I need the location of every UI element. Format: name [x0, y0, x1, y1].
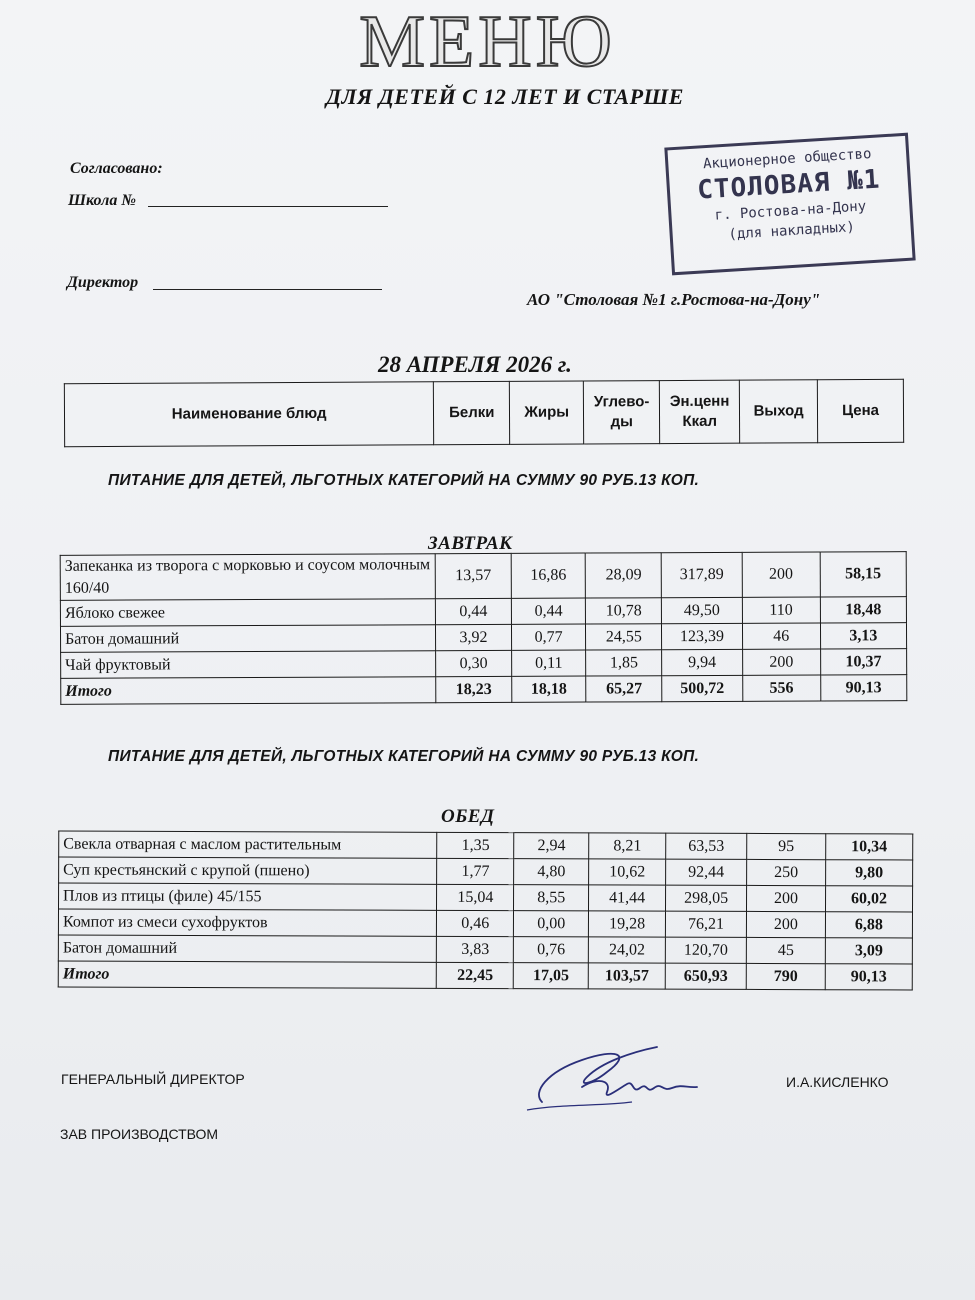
cell-price: 18,48 [820, 597, 906, 623]
lunch-note: ПИТАНИЕ ДЛЯ ДЕТЕЙ, ЛЬГОТНЫХ КАТЕГОРИЙ НА СУММУ 90 РУБ.13 КОП. [108, 748, 700, 765]
cell-fat: 8,55 [514, 885, 589, 911]
cell-price: 58,15 [820, 552, 906, 597]
cell-fat: 17,05 [514, 963, 589, 989]
cell-fat: 16,86 [511, 553, 585, 598]
cell-yield: 95 [747, 833, 826, 859]
cell-carbs: 103,57 [588, 963, 665, 989]
director-name: И.А.КИСЛЕНКО [786, 1074, 889, 1090]
cell-name: Плов из птицы (филе) 45/155 [59, 883, 438, 910]
director-underline [153, 289, 382, 290]
cell-yield: 250 [747, 859, 826, 885]
menu-date: 28 АПРЕЛЯ 2026 г. [378, 352, 572, 377]
stamp-line-3: г. Ростова-на-Дону [714, 198, 867, 224]
cell-fat: 18,18 [512, 676, 586, 702]
total-row [61, 675, 907, 705]
table-row [60, 552, 906, 601]
stamp-line-4: (для накладных) [728, 219, 856, 243]
cell-carbs: 24,55 [586, 624, 662, 650]
cell-energy: 120,70 [665, 937, 746, 963]
cell-price: 9,80 [826, 860, 913, 886]
cell-carbs: 10,62 [589, 859, 666, 885]
stamp-line-1: Акционерное общество [702, 145, 872, 173]
general-director-label: ГЕНЕРАЛЬНЫЙ ДИРЕКТОР [61, 1071, 245, 1087]
cell-protein: 3,83 [437, 936, 514, 962]
cell-energy: 650,93 [665, 963, 746, 989]
lunch-title: ОБЕД [441, 806, 495, 827]
col-carbs: Углево- ды [584, 381, 660, 444]
col-yield: Выход [739, 380, 817, 443]
cell-name: Компот из смеси сухофруктов [58, 909, 437, 936]
production-head-label: ЗАВ ПРОИЗВОДСТВОМ [60, 1126, 219, 1142]
cell-protein: 13,57 [435, 553, 511, 598]
lunch-table [58, 831, 914, 991]
cell-fat: 0,76 [514, 937, 589, 963]
breakfast-title: ЗАВТРАК [428, 533, 513, 554]
table-row [58, 935, 912, 964]
cell-protein: 22,45 [437, 962, 514, 988]
col-fat: Жиры [510, 381, 584, 444]
cell-price: 90,13 [820, 675, 906, 701]
cell-name: Чай фруктовый [61, 651, 436, 679]
cell-name: Запеканка из творога с морковью и соусом молочным 160/40 [60, 554, 435, 601]
table-row [60, 623, 906, 653]
cell-energy: 63,53 [666, 833, 747, 859]
table-row [59, 883, 913, 912]
cell-energy: 76,21 [665, 911, 746, 937]
cell-energy: 49,50 [662, 597, 742, 623]
col-price: Цена [817, 379, 903, 442]
cell-name: Яблоко свежее [60, 599, 435, 627]
col-protein: Белки [434, 381, 510, 444]
table-row [59, 857, 913, 886]
cell-name: Свекла отварная с маслом растительным [59, 831, 438, 858]
stamp-line-2: СТОЛОВАЯ №1 [696, 164, 882, 206]
cell-name: Суп крестьянский с крупой (пшено) [59, 857, 438, 884]
table-row [60, 597, 906, 627]
cell-protein: 15,04 [437, 884, 514, 910]
cell-carbs: 1,85 [586, 650, 662, 676]
approval-label: Согласовано: [70, 160, 163, 177]
menu-subtitle: ДЛЯ ДЕТЕЙ С 12 ЛЕТ И СТАРШЕ [326, 84, 684, 109]
cell-protein: 0,46 [437, 910, 514, 936]
breakfast-note: ПИТАНИЕ ДЛЯ ДЕТЕЙ, ЛЬГОТНЫХ КАТЕГОРИЙ НА СУММУ 90 РУБ.13 КОП. [108, 472, 700, 489]
cell-protein: 0,44 [435, 598, 511, 624]
menu-title: МЕНЮ [359, 1, 616, 83]
cell-fat: 0,44 [511, 598, 585, 624]
table-row [58, 909, 912, 938]
col-name: Наименование блюд [64, 382, 434, 447]
cell-name: Батон домашний [58, 935, 437, 962]
cell-fat: 0,11 [512, 650, 586, 676]
organization-name: АО "Столовая №1 г.Ростова-на-Дону" [527, 290, 821, 309]
cell-price: 6,88 [825, 912, 912, 938]
cell-carbs: 8,21 [589, 833, 666, 859]
total-row [58, 961, 912, 990]
cell-name: Итого [58, 961, 437, 988]
cell-carbs: 10,78 [586, 598, 662, 624]
cell-yield: 200 [746, 911, 825, 937]
cell-fat: 0,77 [512, 624, 586, 650]
cell-yield: 556 [742, 675, 820, 701]
breakfast-table [60, 551, 908, 705]
cell-yield: 200 [742, 552, 820, 597]
cell-price: 3,13 [820, 623, 906, 649]
cell-name: Итого [61, 677, 436, 705]
cell-protein: 1,77 [437, 858, 514, 884]
company-stamp [664, 133, 915, 276]
column-header-table [64, 379, 904, 447]
cell-energy: 317,89 [662, 552, 742, 597]
cell-carbs: 28,09 [585, 553, 661, 598]
cell-fat: 0,00 [514, 911, 589, 937]
cell-energy: 123,39 [662, 623, 742, 649]
cell-protein: 0,30 [435, 650, 511, 676]
cell-carbs: 65,27 [586, 676, 662, 702]
cell-carbs: 19,28 [589, 911, 666, 937]
col-energy: Эн.ценн Ккал [660, 380, 740, 443]
cell-carbs: 24,02 [589, 937, 666, 963]
signature [522, 1032, 722, 1117]
cell-protein: 18,23 [436, 676, 512, 702]
cell-yield: 45 [746, 937, 825, 963]
cell-protein: 3,92 [435, 624, 511, 650]
cell-price: 10,34 [826, 834, 913, 860]
table-row [61, 649, 907, 679]
cell-fat: 2,94 [514, 833, 589, 859]
cell-energy: 298,05 [666, 885, 747, 911]
cell-energy: 92,44 [666, 859, 747, 885]
cell-yield: 200 [742, 649, 820, 675]
school-underline [148, 206, 388, 207]
table-row [59, 831, 913, 860]
cell-price: 10,37 [820, 649, 906, 675]
cell-price: 60,02 [825, 886, 912, 912]
school-label: Школа № [68, 192, 136, 209]
cell-energy: 500,72 [662, 675, 742, 701]
cell-fat: 4,80 [514, 859, 589, 885]
cell-name: Батон домашний [60, 625, 435, 653]
director-label: Директор [67, 274, 139, 291]
cell-price: 90,13 [825, 964, 912, 990]
cell-yield: 46 [742, 623, 820, 649]
cell-energy: 9,94 [662, 649, 742, 675]
cell-carbs: 41,44 [589, 885, 666, 911]
cell-yield: 110 [742, 597, 820, 623]
cell-yield: 790 [746, 963, 825, 989]
cell-protein: 1,35 [437, 832, 514, 858]
cell-price: 3,09 [825, 938, 912, 964]
cell-yield: 200 [747, 885, 826, 911]
